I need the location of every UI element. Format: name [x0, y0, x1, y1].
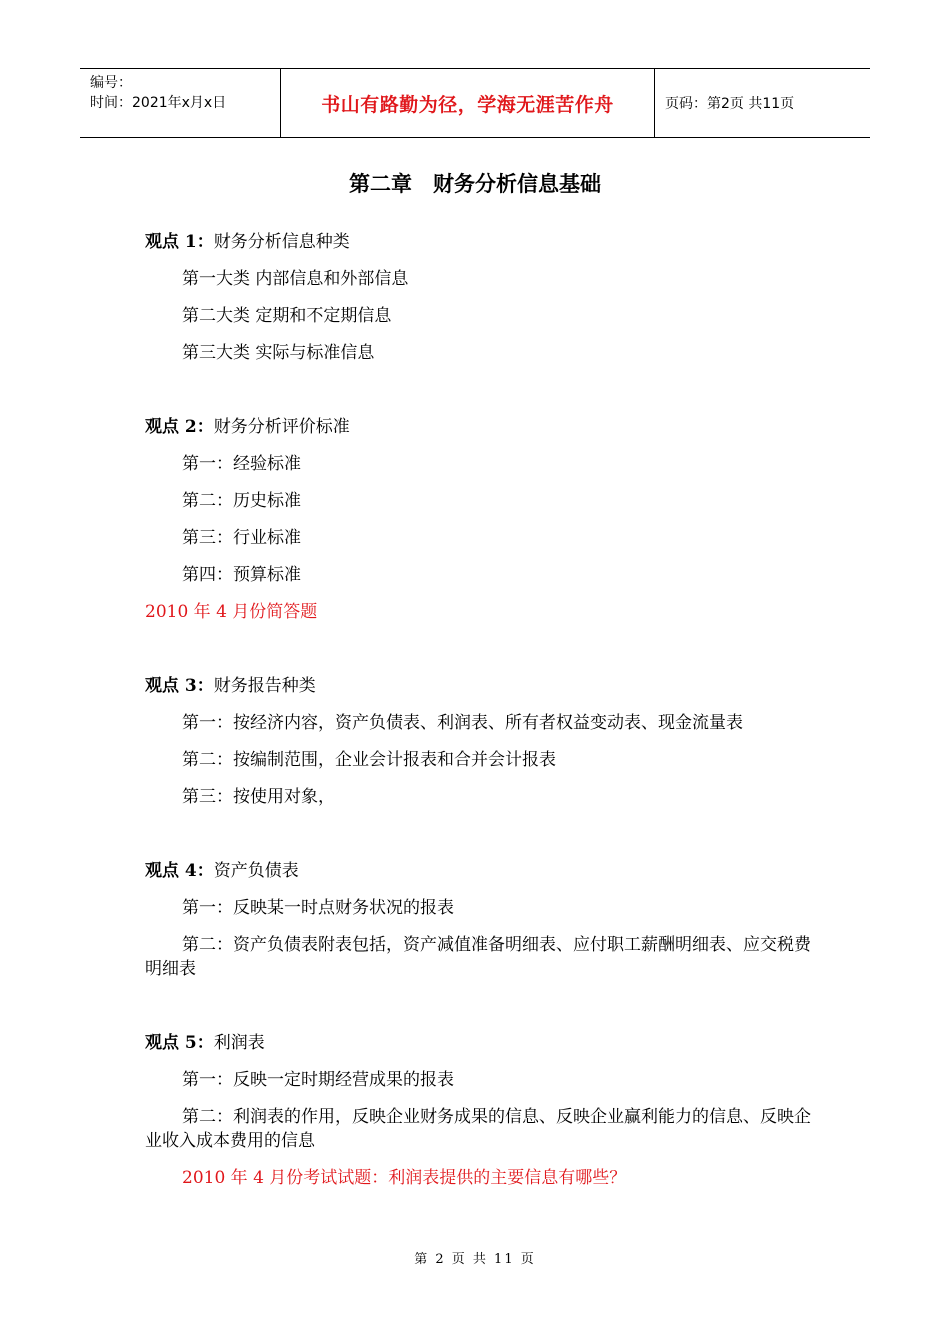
number-label: 编号： — [90, 75, 132, 91]
list-item: 第三大类 实际与标准信息 — [182, 343, 375, 363]
list-item: 第二大类 定期和不定期信息 — [182, 306, 392, 326]
header-meta — [80, 69, 281, 137]
point-label: 观点 5： — [145, 1033, 214, 1053]
section-heading — [145, 1031, 815, 1055]
section-heading — [145, 674, 815, 698]
list-item: 第一：按经济内容，资产负债表、利润表、所有者权益变动表、现金流量表 — [182, 713, 743, 733]
list-item: 第二：历史标准 — [182, 491, 301, 511]
section-heading — [145, 415, 815, 439]
point-heading: 利润表 — [213, 1033, 265, 1053]
list-item: 第四：预算标准 — [182, 565, 301, 585]
document-body — [145, 230, 815, 1203]
list-item: 第三：按使用对象， — [182, 787, 335, 807]
exam-note: 2010 年 4 月份简答题 — [145, 602, 318, 622]
list-item: 第二：资产负债表附表包括，资产减值准备明细表、应付职工薪酬明细表、应交税费明细表 — [145, 935, 811, 979]
point-heading: 财务分析信息种类 — [213, 232, 350, 252]
list-item: 第二：利润表的作用，反映企业财务成果的信息、反映企业赢利能力的信息、反映企业收入成本费用的信息 — [145, 1107, 811, 1151]
list-item: 第一：反映某一时点财务状况的报表 — [182, 898, 454, 918]
header-page-info: 页码：第2页 共11页 — [665, 96, 795, 112]
point-heading: 财务报告种类 — [213, 676, 316, 696]
point-label: 观点 1： — [145, 232, 214, 252]
list-item: 第一：反映一定时期经营成果的报表 — [182, 1070, 454, 1090]
list-item: 第二：按编制范围，企业会计报表和合并会计报表 — [182, 750, 556, 770]
header-motto: 书山有路勤为径，学海无涯苦作舟 — [281, 69, 655, 137]
point-label: 观点 2： — [145, 417, 214, 437]
point-label: 观点 4： — [145, 861, 214, 881]
exam-note: 2010 年 4 月份考试试题：利润表提供的主要信息有哪些？ — [182, 1168, 627, 1188]
point-heading: 资产负债表 — [213, 861, 299, 881]
point-heading: 财务分析评价标准 — [213, 417, 350, 437]
list-item: 第一大类 内部信息和外部信息 — [182, 269, 409, 289]
section-heading — [145, 230, 815, 254]
section-heading — [145, 859, 815, 883]
list-item: 第一：经验标准 — [182, 454, 301, 474]
page-footer: 第 2 页 共 11 页 — [414, 1252, 536, 1267]
time-label: 时间：2021年x月x日 — [90, 95, 227, 111]
list-item: 第三：行业标准 — [182, 528, 301, 548]
chapter-title: 第二章 财务分析信息基础 — [349, 172, 601, 196]
page-header — [80, 68, 870, 138]
point-label: 观点 3： — [145, 676, 214, 696]
